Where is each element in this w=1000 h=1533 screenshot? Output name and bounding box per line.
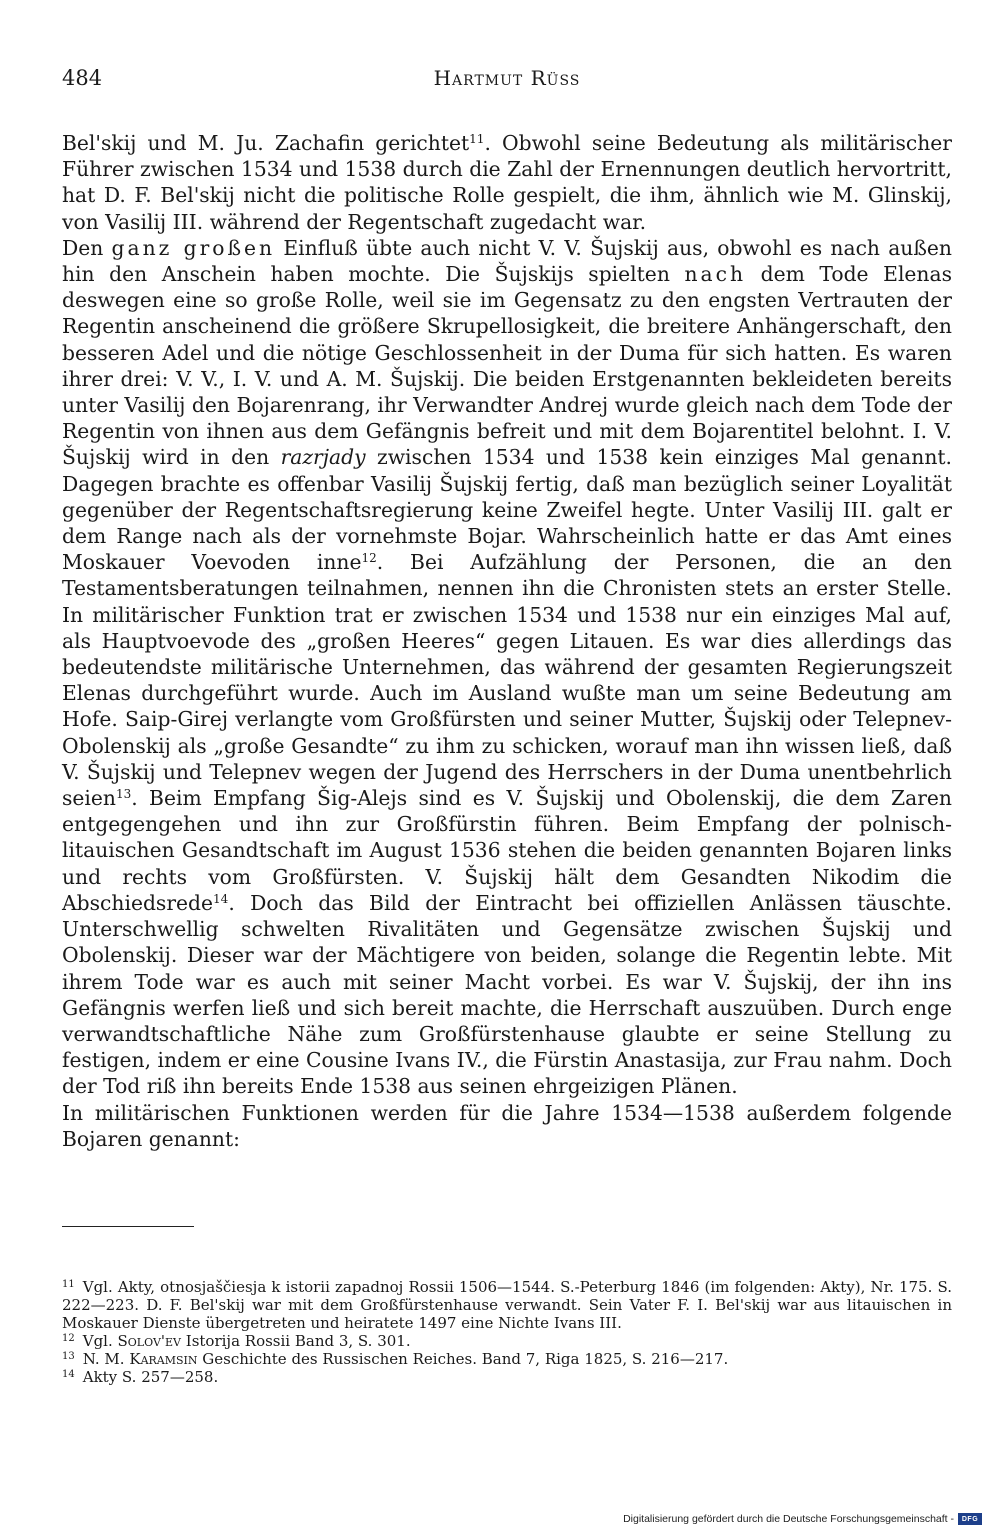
- text-segment: . Obwohl seine Bedeutung als militärischer Führer zwischen 1534 und 1538 durch die Zahl der Ernennungen deutlich hervortritt, hat D. F. Bel'skij nicht die politische Rolle gespielt, die ihm, ähnlich wie M. Glinskij, von Vasilij III. während der Regentschaft zugedacht war.: [62, 131, 952, 234]
- footnote-ref-11: 11: [469, 132, 485, 146]
- emphasis-spaced: nach: [684, 262, 747, 287]
- main-text: [62, 130, 952, 1152]
- author-name: Solov'ev: [117, 1332, 181, 1350]
- footnote-text: Vgl.: [82, 1332, 113, 1350]
- text-segment: . Doch das Bild der Eintracht bei offiziellen Anlässen täuschte. Unterschwellig schwelten Rivalitäten und Gegensätze zwischen Šujskij und Obolenskij. Dieser war der Mächtigere von beiden, solange die Regentin lebte. Mit ihrem Tode war es auch mit seiner Macht vorbei. Es war V. Šujskij, der ihn ins Gefängnis werfen ließ und sich bereit machte, die Herrschaft auszuüben. Durch enge verwandtschaftliche Nähe zum Großfürstenhause glaubte er seine Stellung zu festigen, indem er eine Cousine Ivans IV., die Fürstin Anastasija, zur Frau nahm. Doch der Tod riß ihn bereits Ende 1538 aus seinen ehrgeizigen Plänen.: [62, 890, 952, 1099]
- text-segment: Bel'skij und M. Ju. Zachafin gerichtet: [62, 131, 470, 155]
- text-segment: zwischen 1534 und 1538 kein einziges Mal genannt. Dagegen brachte es offenbar Vasilij Šujskij fertig, daß man bezüglich seiner Loyalität gegenüber der Regentschaftsregierung keine Zweifel hegte. Unter Vasilij III. galt er dem Range nach als der vornehmste Bojar. Wahrscheinlich hatte er das Amt eines Moskauer Voevoden inne: [62, 445, 952, 575]
- italic-term: razrjady: [280, 445, 366, 470]
- text-segment: . Beim Empfang Šig-Alejs sind es V. Šujskij und Obolenskij, die dem Zaren entgegengehen und ihn zur Großfürstin führen. Beim Empfang der polnisch-litauischen Gesandtschaft im August 1536 stehen die beiden genannten Bojaren links und rechts vom Großfürsten. V. Šujskij hält dem Gesandten Nikodim die Abschiedsrede: [62, 786, 952, 915]
- footnote-mark: 12: [62, 1333, 75, 1344]
- footnote-13: [62, 1350, 952, 1368]
- paragraph-3: In militärischen Funktionen werden für die Jahre 1534—1538 außerdem folgende Bojaren genannt:: [62, 1100, 952, 1151]
- paragraph-2: [62, 235, 952, 1100]
- footnote-text: Akty S. 257—258.: [82, 1368, 219, 1386]
- footnote-mark: 11: [62, 1279, 75, 1290]
- footnote-text: Geschichte des Russischen Reiches. Band 7, Riga 1825, S. 216—217.: [202, 1350, 729, 1368]
- footnote-mark: 13: [62, 1351, 75, 1362]
- page-header: [62, 66, 952, 96]
- footnote-text: Vgl. Akty, otnosjaščiesja k istorii zapadnoj Rossii 1506—1544. S.-Peterburg 1846 (im folgenden: Akty), Nr. 175. S. 222—223. D. F. Bel'skij war mit dem Großfürstenhause verwandt. Sein Vater F. I. Bel'skij war aus litauischen in Moskauer Dienste übergetreten und heiratete 1497 eine Nichte Ivans III.: [62, 1278, 952, 1332]
- footnote-ref-14: 14: [213, 891, 229, 906]
- footnote-text: Istorija Rossii Band 3, S. 301.: [185, 1332, 411, 1350]
- footnote-ref-12: 12: [361, 551, 377, 566]
- credit-text: Digitalisierung gefördert durch die Deutsche Forschungsgemeinschaft -: [623, 1513, 954, 1525]
- text-segment: Den: [62, 235, 104, 260]
- digitization-credit: [623, 1511, 982, 1527]
- footnote-12: [62, 1332, 952, 1350]
- text-segment: Einfluß übte auch nicht V. V. Šujskij aus, obwohl es nach außen hin den Anschein haben mochte. Die Šujskijs spielten: [62, 235, 952, 287]
- footnote-11: [62, 1278, 952, 1332]
- running-head: Hartmut Rüss: [433, 66, 581, 90]
- footnotes: [62, 1278, 952, 1386]
- author-name: Karamsin: [129, 1350, 198, 1368]
- footnote-divider: [62, 1226, 194, 1227]
- emphasis-spaced: ganz großen: [111, 235, 276, 260]
- footnote-14: [62, 1368, 952, 1386]
- text-segment: . Bei Aufzählung der Personen, die an den Testamentsberatungen teilnahmen, nennen ihn die Chronisten stets an erster Stelle. In militärischer Funktion trat er zwischen 1534 und 1538 nur ein einziges Mal auf, als Hauptvoevode des „großen Heeres“ gegen Litauen. Es war dies allerdings das bedeutendste militärische Unternehmen, das während der gesamten Regierungszeit Elenas durchgeführt wurde. Auch im Ausland wußte man um seine Bedeutung am Hofe. Saip-Girej verlangte vom Großfürsten und seiner Mutter, Šujskij oder Telepnev-Obolenskij als „große Gesandte“ zu ihm zu schicken, worauf man ihn wissen ließ, daß V. Šujskij und Telepnev wegen der Jugend des Herrschers in der Duma unentbehrlich seien: [62, 550, 952, 811]
- dfg-logo: DFG: [958, 1513, 982, 1525]
- paragraph-1: [62, 130, 952, 235]
- footnote-text: N. M.: [82, 1350, 125, 1368]
- page-number: 484: [62, 66, 103, 90]
- footnote-ref-13: 13: [115, 787, 132, 802]
- text-segment: dem Tode Elenas deswegen eine so große Rolle, weil sie im Gegensatz zu den engsten Vertrauten der Regentin anscheinend die größere Skrupellosigkeit, die breitere Anhängerschaft, den besseren Adel und die nötige Geschlossenheit in der Duma für sich hatten. Es waren ihrer drei: V. V., I. V. und A. M. Šujskij. Die beiden Erstgenannten bekleideten bereits unter Vasilij den Bojarenrang, ihr Verwandter Andrej wurde gleich nach dem Tode der Regentin von ihnen aus dem Gefängnis befreit und mit dem Bojarentitel belohnt. I. V. Šujskij wird in den: [62, 262, 952, 470]
- footnote-mark: 14: [62, 1369, 75, 1380]
